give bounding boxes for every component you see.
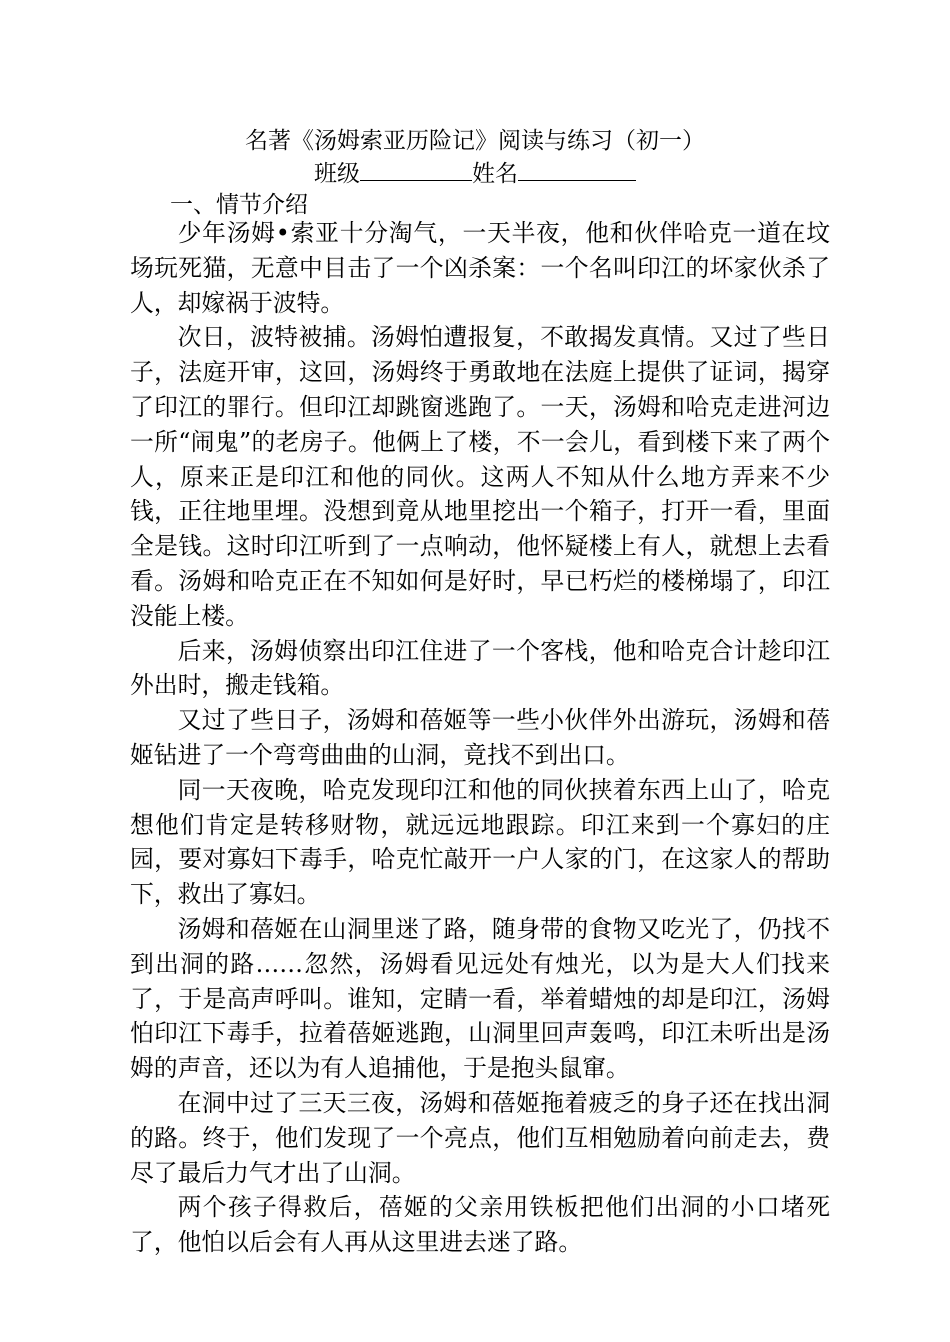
paragraph: 两个孩子得救后，蓓姬的父亲用铁板把他们出洞的小口堵死了，他怕以后会有人再从这里进去迷了路。 bbox=[130, 1193, 830, 1257]
class-label: 班级 bbox=[314, 161, 360, 187]
name-label: 姓名 bbox=[472, 161, 518, 187]
section-heading: 一、情节介绍 bbox=[170, 192, 308, 218]
paragraph: 汤姆和蓓姬在山洞里迷了路，随身带的食物又吃光了，仍找不到出洞的路……忽然，汤姆看见远处有烛光，以为是大人们找来了，于是高声呼叫。谁知，定睛一看，举着蜡烛的却是印江，汤姆怕印江下毒手，拉着蓓姬逃跑，山洞里回声轰鸣，印江未听出是汤姆的声音，还以为有人追捕他，于是抱头鼠窜。 bbox=[130, 914, 830, 1083]
paragraph: 次日，波特被捕。汤姆怕遭报复，不敢揭发真情。又过了些日子，法庭开审，这回，汤姆终于勇敢地在法庭上提供了证词，揭穿了印江的罪行。但印江却跳窗逃跑了。一天，汤姆和哈克走进河边一所“闹鬼”的老房子。他俩上了楼，不一会儿，看到楼下来了两个人，原来正是印江和他的同伙。这两人不知从什么地方弄来不少钱，正往地里埋。没想到竟从地里挖出一个箱子，打开一看，里面全是钱。这时印江听到了一点响动，他怀疑楼上有人，就想上去看看。汤姆和哈克正在不知如何是好时，早已朽烂的楼梯塌了，印江没能上楼。 bbox=[130, 323, 830, 630]
class-blank bbox=[360, 158, 472, 181]
paragraph: 又过了些日子，汤姆和蓓姬等一些小伙伴外出游玩，汤姆和蓓姬钻进了一个弯弯曲曲的山洞，竟找不到出口。 bbox=[130, 706, 830, 769]
paragraph: 在洞中过了三天三夜，汤姆和蓓姬拖着疲乏的身子还在找出洞的路。终于，他们发现了一个亮点，他们互相勉励着向前走去，费尽了最后力气才出了山洞。 bbox=[130, 1088, 830, 1187]
student-info-line bbox=[130, 158, 820, 190]
name-blank bbox=[518, 158, 636, 181]
paragraph: 少年汤姆•索亚十分淘气，一天半夜，他和伙伴哈克一道在坟场玩死猫，无意中目击了一个凶杀案：一个名叫印江的坏家伙杀了人，却嫁祸于波特。 bbox=[130, 219, 830, 317]
paragraph: 后来，汤姆侦察出印江住进了一个客栈，他和哈克合计趁印江外出时，搬走钱箱。 bbox=[130, 636, 830, 700]
plot-summary bbox=[130, 216, 830, 1260]
paragraph: 同一天夜晚，哈克发现印江和他的同伙挟着东西上山了，哈克想他们肯定是转移财物，就远远地跟踪。印江来到一个寡妇的庄园，要对寡妇下毒手，哈克忙敲开一户人家的门，在这家人的帮助下，救出了寡妇。 bbox=[130, 775, 830, 909]
document-title: 名著《汤姆索亚历险记》阅读与练习（初一） bbox=[245, 128, 705, 154]
